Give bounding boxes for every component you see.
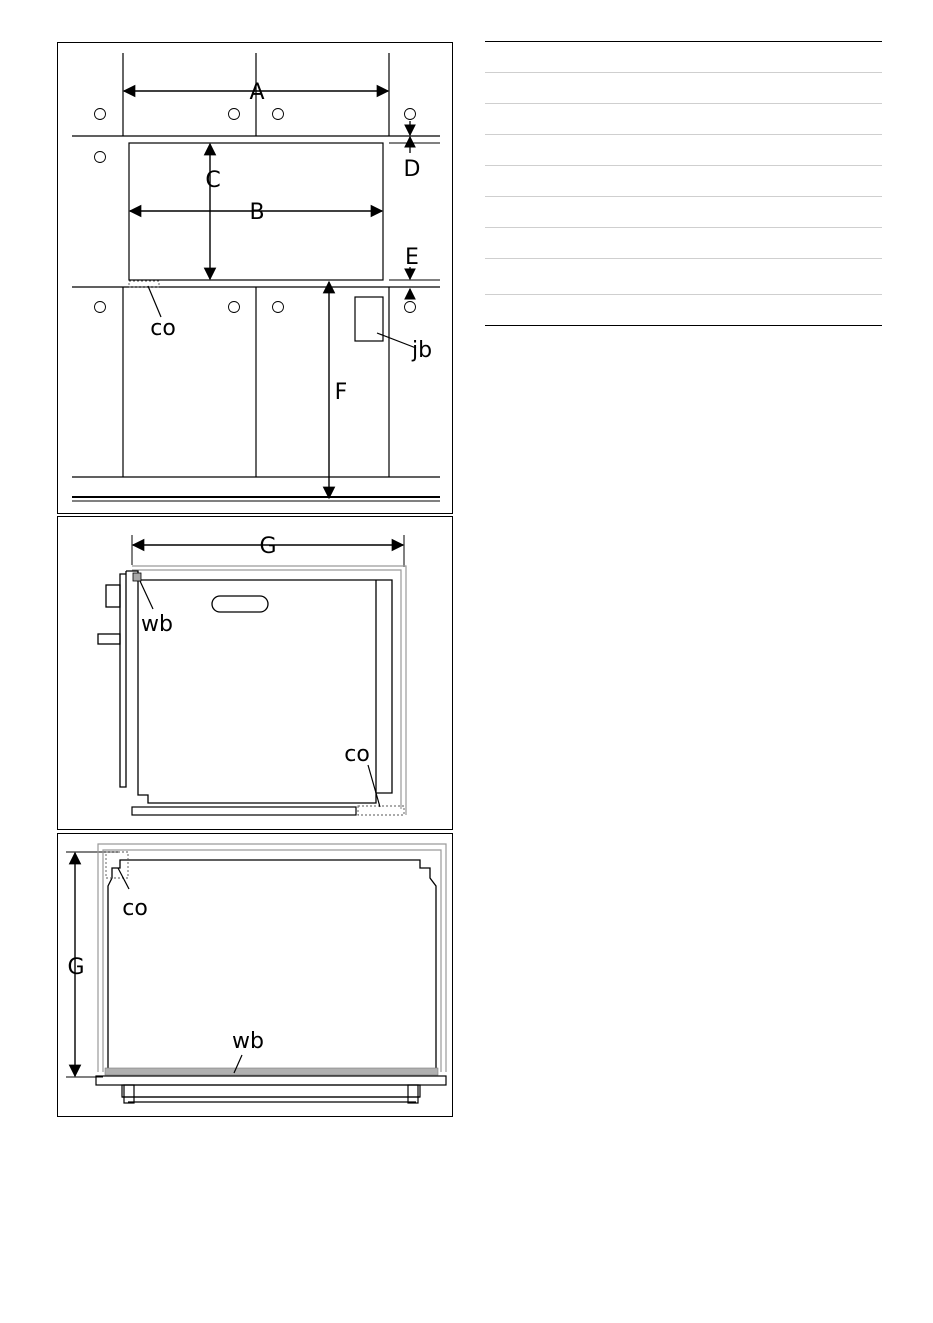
label-c: C bbox=[205, 168, 221, 193]
label-co: co bbox=[122, 896, 148, 921]
table-row bbox=[485, 259, 882, 295]
cabinet-front-diagram bbox=[58, 43, 454, 515]
oven-body bbox=[98, 571, 392, 803]
table-body bbox=[485, 42, 882, 326]
hole-icon bbox=[273, 302, 284, 313]
label-wb: wb bbox=[141, 612, 173, 637]
label-wb: wb bbox=[232, 1029, 264, 1054]
plinth bbox=[132, 807, 356, 815]
table-row bbox=[485, 166, 882, 197]
label-a: A bbox=[249, 80, 265, 105]
oven-handle bbox=[212, 596, 268, 612]
table-row bbox=[485, 104, 882, 135]
cabinet-outline bbox=[132, 566, 406, 815]
label-co: co bbox=[150, 316, 176, 341]
hole-icon bbox=[95, 109, 106, 120]
dimension-table bbox=[485, 41, 882, 326]
cable-opening-marker bbox=[106, 852, 128, 878]
cabinet-frame-lines bbox=[72, 53, 440, 477]
wall-bracket-bar bbox=[105, 1068, 438, 1075]
label-co: co bbox=[344, 742, 370, 767]
wb-leader-line bbox=[140, 581, 153, 609]
table-row bbox=[485, 73, 882, 104]
label-jb: jb bbox=[411, 338, 433, 363]
diagram-panel-cabinet-front bbox=[57, 42, 453, 514]
hole-icon bbox=[95, 302, 106, 313]
label-b: B bbox=[249, 200, 265, 225]
hole-icon bbox=[405, 302, 416, 313]
wall-bracket bbox=[133, 573, 141, 581]
label-f: F bbox=[334, 380, 348, 405]
oven-front-outline bbox=[108, 860, 436, 1072]
hole-icon bbox=[405, 109, 416, 120]
label-g: G bbox=[67, 955, 85, 980]
dimension-e bbox=[389, 267, 440, 299]
table-row bbox=[485, 42, 882, 73]
label-g: G bbox=[259, 534, 277, 559]
table-row bbox=[485, 228, 882, 259]
hole-icon bbox=[273, 109, 284, 120]
table-row bbox=[485, 197, 882, 228]
co-leader-line bbox=[118, 868, 129, 889]
diagram-panel-side-view bbox=[57, 516, 453, 830]
hole-icon bbox=[229, 302, 240, 313]
oven-base bbox=[96, 1076, 446, 1103]
hole-icon bbox=[229, 109, 240, 120]
floor-line bbox=[72, 497, 440, 501]
label-d: D bbox=[403, 157, 421, 182]
diagram-panel-front-view bbox=[57, 833, 453, 1117]
hole-icon bbox=[95, 152, 106, 163]
co-leader-line bbox=[368, 765, 380, 807]
table-row bbox=[485, 295, 882, 326]
junction-box bbox=[355, 297, 383, 341]
cable-opening-marker bbox=[129, 281, 159, 287]
dimension-d bbox=[389, 121, 440, 153]
cabinet-outline bbox=[98, 844, 446, 1072]
cable-opening-marker bbox=[358, 806, 404, 815]
co-leader-line bbox=[148, 286, 161, 317]
label-e: E bbox=[405, 245, 419, 270]
side-view-diagram bbox=[58, 517, 454, 831]
front-view-diagram bbox=[58, 834, 454, 1118]
table-row bbox=[485, 135, 882, 166]
